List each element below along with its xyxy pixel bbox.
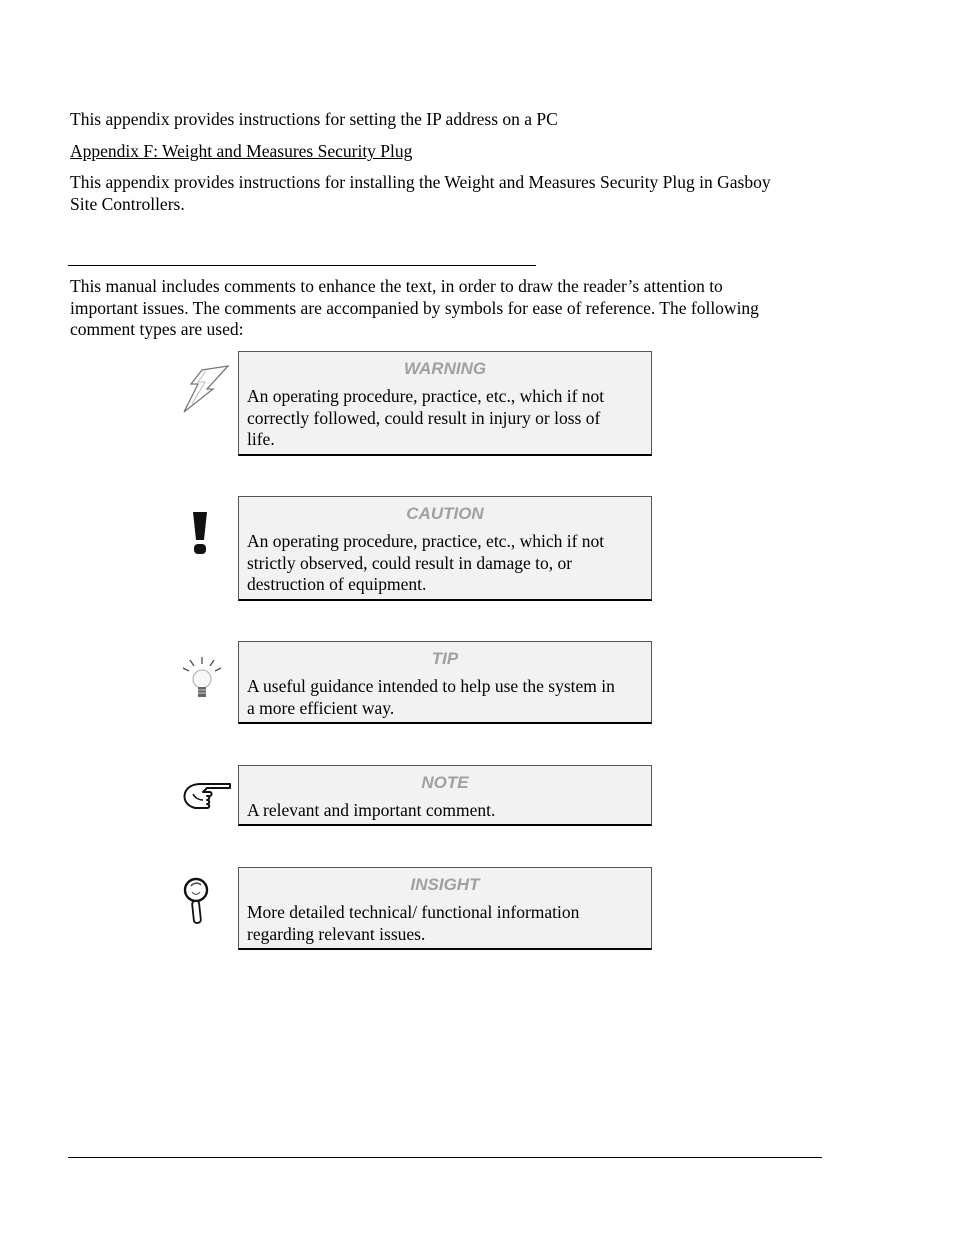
footer-rule xyxy=(68,1157,822,1158)
note-note-box xyxy=(238,765,652,826)
conventions-line-2: important issues. The comments are accompanied by symbols for ease of reference. The following xyxy=(70,297,759,318)
appendix-f-link[interactable]: Appendix F: Weight and Measures Security Plug xyxy=(70,141,413,161)
light-bulb-icon xyxy=(180,655,224,706)
caution-note-box xyxy=(238,496,652,601)
appendix-f-description-line-2: Site Controllers. xyxy=(70,193,185,214)
caution-title: CAUTION xyxy=(406,504,484,523)
pointing-hand-icon xyxy=(181,778,233,819)
warning-text-line-2: correctly followed, could result in injury or loss of xyxy=(247,407,601,428)
note-text-line-1: A relevant and important comment. xyxy=(247,800,496,820)
tip-text-line-1: A useful guidance intended to help use the system in xyxy=(247,676,615,696)
conventions-line-1: This manual includes comments to enhance the text, in order to draw the reader’s attention to xyxy=(70,276,723,296)
note-text xyxy=(239,794,651,822)
insight-title: INSIGHT xyxy=(410,875,480,894)
insight-text-line-2: regarding relevant issues. xyxy=(247,923,426,944)
caution-text-line-3: destruction of equipment. xyxy=(247,574,427,594)
lightning-bolt-icon xyxy=(180,364,232,421)
warning-title: WARNING xyxy=(403,359,487,378)
insight-text-line-1: More detailed technical/ functional information xyxy=(247,902,580,922)
appendix-f-description xyxy=(70,172,830,215)
magnifying-glass-icon xyxy=(183,877,211,932)
exclamation-icon xyxy=(188,510,212,563)
tip-title: TIP xyxy=(431,649,459,668)
warning-text xyxy=(239,380,651,451)
warning-text-line-1: An operating procedure, practice, etc., which if not xyxy=(247,386,605,406)
warning-note-box xyxy=(238,351,652,456)
section-heading-rule xyxy=(68,265,536,266)
insight-text xyxy=(239,896,651,945)
appendix-e-description: This appendix provides instructions for setting the IP address on a PC xyxy=(70,109,558,129)
caution-text-line-1: An operating procedure, practice, etc., which if not xyxy=(247,531,605,551)
warning-text-line-3: life. xyxy=(247,429,275,449)
caution-text xyxy=(239,525,651,596)
note-title: NOTE xyxy=(421,773,469,792)
tip-note-box xyxy=(238,641,652,724)
insight-note-box xyxy=(238,867,652,950)
appendix-f-description-line-1: This appendix provides instructions for installing the Weight and Measures Security Plug in Gasboy xyxy=(70,172,771,192)
caution-text-line-2: strictly observed, could result in damage to, or xyxy=(247,552,573,573)
conventions-paragraph xyxy=(70,276,830,341)
conventions-line-3: comment types are used: xyxy=(70,319,244,339)
tip-text-line-2: a more efficient way. xyxy=(247,697,395,718)
tip-text xyxy=(239,670,651,719)
